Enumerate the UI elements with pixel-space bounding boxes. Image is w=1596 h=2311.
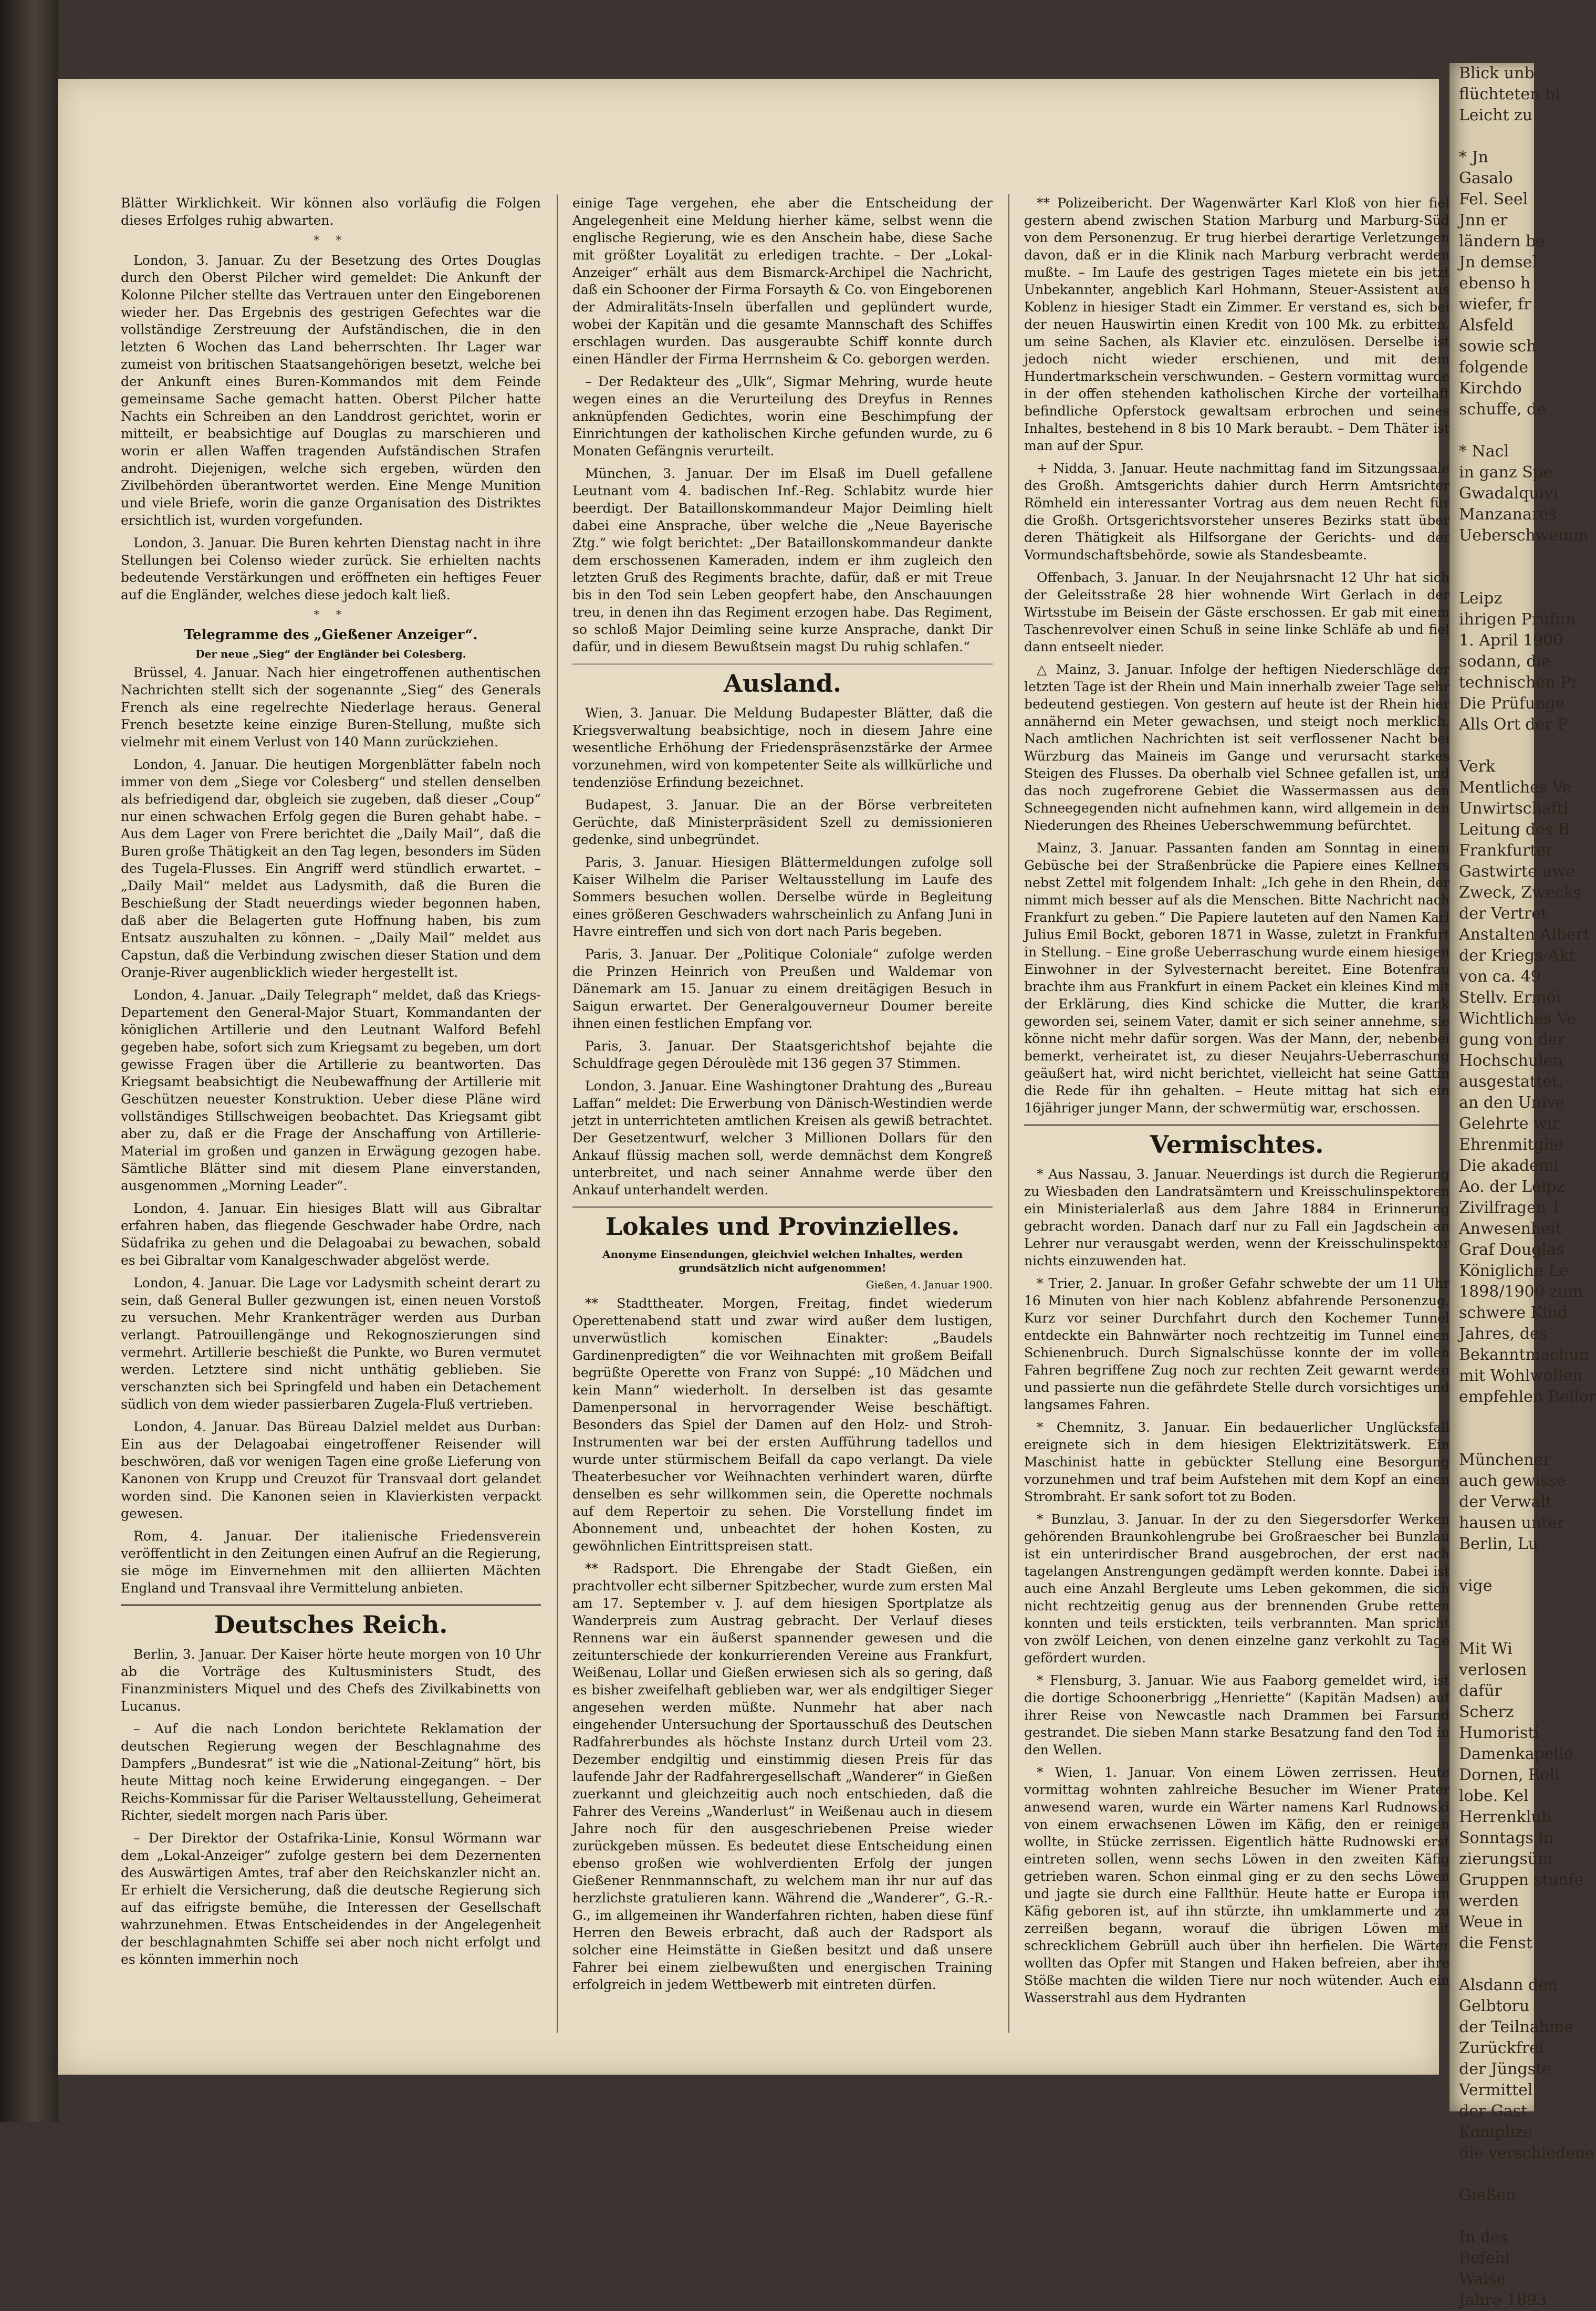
adjacent-page-fragment <box>1449 1429 1534 1450</box>
adjacent-page-fragment: verlosen <box>1459 1661 1527 1679</box>
adjacent-page-fragment: flüchteten bi <box>1459 85 1560 103</box>
article-paragraph: London, 4. Januar. Das Büreau Dalziel meldet aus Durban: Ein aus der Delagoabai eingetroffener Reisender will beschwören, daß vor wenigen Tagen eine große Lieferung von Kanonen von Krupp und Creuzot für Transvaal dort gelandet worden sind. Die Kanonen seien in Klavierkisten verpackt gewesen. <box>121 1419 541 1521</box>
adjacent-page-fragment: hausen unter <box>1459 1514 1565 1532</box>
divider: * * <box>314 609 348 622</box>
adjacent-page-fragment: Waise <box>1459 2270 1506 2288</box>
article-paragraph: Budapest, 3. Januar. Die an der Börse verbreiteten Gerüchte, daß Ministerpräsident Szell zu demissionieren gedenke, sind unbegründet. <box>572 797 993 847</box>
adjacent-page-fragment: Berlin, Lu <box>1459 1535 1538 1553</box>
editorial-notice: Anonyme Einsendungen, gleichviel welchen Inhaltes, werden grundsätzlich nicht aufgenommen! <box>602 1248 963 1274</box>
section-heading-lokales: Lokales und Provinzielles. <box>572 1206 993 1242</box>
adjacent-page-fragment: Die akademi <box>1459 1157 1559 1175</box>
article-paragraph: ** Stadttheater. Morgen, Freitag, findet wiederum Operettenabend statt und zwar wird außer dem lustigen, unverwüstlich komischen Einakter: „Baudels Gardinenpredigten“ die vor Weihnachten mit großem Beifall begrüßte Operette von Franz von Suppé: „10 Mädchen und kein Mann“ wiederholt. In derselben ist das gesamte Damenpersonal in hervorragender Weise beschäftigt. Besonders das Spiel der Damen auf den Holz- und Stroh-Instrumenten war bei der ersten Aufführung tadellos und wurde unter stürmischem Beifall da capo verlangt. Da viele Theaterbesucher vor Weihnachten verhindert waren, dürfte denselben es sehr willkommen sein, die Operette nochmals auf dem Repertoir zu sehen. Die Vorstellung findet im Abonnement und, unbeachtet der hohen Kosten, zu gewöhnlichen Eintrittspreisen statt. <box>572 1296 993 1554</box>
adjacent-page-fragment: dafür <box>1459 1682 1502 1700</box>
adjacent-page-fragment: Die Prüfunge <box>1459 694 1565 713</box>
adjacent-page-fragment <box>1449 1597 1534 1618</box>
book-binding <box>0 0 58 2122</box>
adjacent-page-fragment: schwere Kind <box>1459 1304 1568 1322</box>
article-paragraph: ** Radsport. Die Ehrengabe der Stadt Gießen, ein prachtvoller echt silberner Spitzbecher, wurde zum ersten Mal am 17. September v. J. auf dem hiesigen Sportplatze als Wanderpreis zum Austrag gebracht. Der Verlauf dieses Rennens war ein äußerst spannender gewesen und die zeitunterschiede der konkurrierenden Vereine aus Frankfurt, Weißenau, Lollar und Gießen erwiesen sich als so gering, daß es bisher zweifelhaft geblieben war, wer als endgiltiger Sieger angesehen werden müßte. Nunmehr hat aber nach eingehender Untersuchung der Sportausschuß des Deutschen Radfahrerbundes als höchste Instanz durch Urteil vom 23. Dezember endgiltig und einstimmig diesen Preis für das laufende Jahr der Radfahrergesellschaft „Wanderer“ in Gießen zuerkannt und gleichzeitig auch noch entschieden, daß die Fahrer des Vereins „Wanderlust“ in Weißenau auch in diesem Jahre noch für den ausgeschriebenen Preise wieder zurückgeben müssen. Es bedeutet diese Entscheidung einen ebenso großen wie wohlverdienten Erfolg der jungen Gießener Rennmannschaft, zu welchem man ihr nur auf das herzlichste gratulieren kann. Während die „Wanderer“, G.-R.-G., im allgemeinen ihr Wanderfahren richten, haben diese fünf Herren den Beweis erbracht, daß auch der Radsport als solcher eine Heimstätte in Gießen besitzt und daß unsere Fahrer bei einem zielbewußten und energischen Training erfolgreich in jedem Wettbewerb mit eintreten dürfen. <box>572 1561 993 1992</box>
adjacent-page-fragment: Herrenklub <box>1459 1808 1551 1826</box>
columns <box>121 194 1449 2033</box>
article-paragraph: – Der Direktor der Ostafrika-Linie, Konsul Wörmann war dem „Lokal-Anzeiger“ zufolge gestern bei dem Dezernenten des Auswärtigen Amtes, traf aber den Reichskanzler nicht an. Er erhielt die Versicherung, daß die deutsche Regierung sich auf das eifrigste bemühe, die Interessen der Gesellschaft wahrzunehmen. Etwas Entscheidendes in der Angelegenheit der beschlagnahmten Schiffe sei aber noch nicht erfolgt und es könnten immerhin noch <box>121 1830 541 1967</box>
adjacent-page-fragment: Kirchdo <box>1459 379 1522 398</box>
adjacent-page-fragment: Dornen, Roll <box>1459 1766 1560 1784</box>
adjacent-page-fragment: Gasalo <box>1459 169 1513 188</box>
article-paragraph: London, 3. Januar. Die Buren kehrten Dienstag nacht in ihre Stellungen bei Colenso wieder zurück. Sie erhielten nachts bedeutende Verstärkungen und eröffneten ein heftiges Feuer auf die Engländer, welches diese jedoch kalt ließ. <box>121 535 541 602</box>
adjacent-page-fragment: schuffe, de <box>1459 400 1546 419</box>
adjacent-page-fragment <box>1449 1555 1534 1576</box>
section-heading-deutsches-reich: Deutsches Reich. <box>121 1604 541 1640</box>
adjacent-page-fragment: Wichtliches Ve <box>1459 1009 1576 1028</box>
article-paragraph: + Nidda, 3. Januar. Heute nachmittag fand im Sitzungssaale des Großh. Amtsgerichts dahier durch Herrn Amtsrichter Römheld ein interessanter Vortrag aus dem neuen Recht für die Großh. Ortsgerichtsvorsteher unseres Bezirks statt über deren Thätigkeit als Hilfsorgane der Gerichts- und der Vormundschaftsbehörde, sowie als Standesbeamte. <box>1024 461 1449 563</box>
adjacent-page-fragment: sowie sch <box>1459 337 1537 356</box>
adjacent-page-fragment: Manzanares <box>1459 505 1557 524</box>
adjacent-page-fragment: Komplize <box>1459 2123 1533 2141</box>
adjacent-page-fragment <box>1449 735 1534 756</box>
adjacent-page-fragment: Vermittel <box>1459 2081 1533 2099</box>
column-1 <box>121 194 541 2033</box>
adjacent-page-fragment: In des <box>1459 2228 1508 2246</box>
adjacent-page-fragment: Ehrenmitglie <box>1459 1136 1563 1154</box>
adjacent-page-fragment: Ueberschwemm <box>1459 526 1589 545</box>
adjacent-page-fragment: Zweck, Zwecks <box>1459 883 1581 902</box>
adjacent-page-fragment: Fel. Seel <box>1459 190 1528 209</box>
column-3 <box>1024 194 1449 2033</box>
adjacent-page-fragment: Bekanntmachun <box>1459 1346 1589 1364</box>
article-paragraph: einige Tage vergehen, ehe aber die Entscheidung der Angelegenheit eine Meldung hierher käme, selbst wenn die englische Regierung, wie es den Anschein habe, diese Sache mit größter Loyalität zu erledigen trachte. – Der „Lokal-Anzeiger“ erhält aus dem Bismarck-Archipel die Nachricht, daß ein Schooner der Firma Forsayth & Co. von Eingeborenen der Admiralitäts-Inseln überfallen und geplündert wurde, wobei der Kapitän und die gesamte Mannschaft des Schiffes erschlagen wurden. Das ausgeraubte Schiff konnte durch einen Händler der Firma Herrnsheim & Co. geborgen werden. <box>572 195 993 367</box>
adjacent-page-fragment: der Kriegs-Akt <box>1459 946 1576 965</box>
adjacent-page-fragment: Zivilfragen 1 <box>1459 1199 1561 1217</box>
adjacent-page-fragment: * Jn <box>1459 148 1488 166</box>
adjacent-page-fragment: Münchener <box>1459 1451 1551 1469</box>
column-rule <box>557 194 558 2033</box>
adjacent-page-fragment: Gruppen stunfe <box>1459 1871 1584 1889</box>
article-paragraph: ** Polizeibericht. Der Wagenwärter Karl Kloß von hier fiel gestern abend zwischen Station Marburg und Marburg-Süd von dem Personenzug. Er trug hierbei derartige Verletzungen davon, daß er in die Klinik nach Marburg verbracht werden mußte. – Im Laufe des gestrigen Tages mietete ein bis jetzt Unbekannter, angeblich Karl Hohmann, Steuer-Assistent aus Koblenz in hiesiger Stadt ein Zimmer. Er verstand es, sich bei der neuen Hauswirtin einen Kredit von 100 Mk. zu erbitten, um seine Sachen, als Klavier etc. einzulösen. Derselbe ist jedoch nicht wieder erschienen, und mit dem Hundertmarkschein verschwunden. – Gestern vormittag wurde in der offen stehenden katholischen Kirche der vorteilhaft befindliche Opferstock gewaltsam erbrochen und seines Inhaltes, bestehend in 8 bis 10 Mark beraubt. – Dem Thäter ist man auf der Spur. <box>1024 195 1449 453</box>
adjacent-page-fragment <box>1449 546 1534 567</box>
article-paragraph: London, 3. Januar. Zu der Besetzung des Ortes Douglas durch den Oberst Pilcher wird gemeldet: Die Ankunft der Kolonne Pilcher stellte das Vertrauen unter den Eingeborenen wieder her. Das Ergebnis des gestrigen Gefechtes war die vollständige Zerstreuung der Aufständischen, die in den letzten 6 Wochen das Land beherrschten. Ihr Lager war zumeist von britischen Staatsangehörigen besetzt, welche bei der Ankunft eines Buren-Kommandos mit dem Feinde gemeinsame Sache gemacht hatten. Oberst Pilcher hatte Nachts ein Schreiben an den Landdrost gerichtet, worin er mitteilt, er beabsichtige auf Douglas zu marschieren und worin er allen Waffen tragenden Aufständischen Strafen androht. Diejenigen, welche sich ergeben, würden den Zivilbehörden überantwortet werden. Eine Menge Munition und viele Briefe, worin die ganze Organisation des Distriktes ersichtlich ist, wurden vorgefunden. <box>121 253 541 528</box>
adjacent-page-fragment: von ca. 49 <box>1459 967 1541 986</box>
article-paragraph: London, 3. Januar. Eine Washingtoner Drahtung des „Bureau Laffan“ meldet: Die Erwerbung von Dänisch-Westindien werde jetzt in unterrichteten amtlichen Kreisen als gewiß betrachtet. Der Gesetzentwurf, welcher 3 Millionen Dollars für den Ankauf flüssig machen soll, werde demnächst dem Kongreß unterbreitet, und nach seiner Annahme werde über den Ankauf unterhandelt werden. <box>572 1078 993 1198</box>
adjacent-page-fragment <box>1449 420 1534 441</box>
adjacent-page-fragment: Alls Ort der P <box>1459 715 1568 734</box>
adjacent-page-edge <box>1449 63 1596 2309</box>
adjacent-page-fragment: vige <box>1459 1577 1493 1595</box>
adjacent-page-fragment: der Gast <box>1459 2102 1528 2120</box>
adjacent-page-fragment: Befehl <box>1459 2249 1510 2267</box>
adjacent-page-fragment <box>1449 2164 1534 2185</box>
adjacent-page-fragment: ebenso h <box>1459 274 1531 293</box>
adjacent-page-fragment: Gelehrte wir <box>1459 1115 1560 1133</box>
adjacent-page-fragment: ausgestattet. <box>1459 1073 1563 1091</box>
adjacent-page-fragment: Gelbtoru <box>1459 1997 1530 2015</box>
adjacent-page-fragment: Gwadalquivi <box>1459 484 1558 503</box>
article-paragraph: London, 4. Januar. Die Lage vor Ladysmith scheint derart zu sein, daß General Buller gezwungen ist, einen neuen Vorstoß zu versuchen. Mehr Krankenträger werden aus Durban verlangt. Patrouillengänge und Rekognoszierungen sind vermehrt. Artillerie beschießt die Punkte, wo Buren vermutet werden. Letztere sind nicht unthätig geblieben. Sie verschanzten sich bei Springfeld und haben ein Detachement südlich von dem wieder passierbaren Zugela-Fluß vertrieben. <box>121 1275 541 1412</box>
article-paragraph: Blätter Wirklichkeit. Wir können also vorläufig die Folgen dieses Erfolges ruhig abwarten. <box>121 195 541 228</box>
article-paragraph: Paris, 3. Januar. Hiesigen Blättermeldungen zufolge soll Kaiser Wilhelm die Pariser Weltausstellung im Laufe des Sommers besuchen wollen. Derselbe würde in Begleitung eines größeren Geschwaders wahrscheinlich zu Anfang Juni in Havre eintreffen und sich von dort nach Paris begeben. <box>572 855 993 939</box>
adjacent-page-fragment: die Fenst <box>1459 1934 1532 1952</box>
adjacent-page-fragment: Humoristi <box>1459 1724 1539 1742</box>
adjacent-page-fragment <box>1449 1408 1534 1429</box>
adjacent-page-fragment: der Verwalt <box>1459 1493 1552 1511</box>
newspaper-page <box>58 79 1449 2075</box>
article-paragraph: Mainz, 3. Januar. Passanten fanden am Sonntag in einem Gebüsche bei der Straßenbrücke die Papiere eines Kellners nebst Zettel mit folgendem Inhalt: „Ich gehe in den Rhein, der nimmt mich besser auf als die Menschen. Bitte Nachricht nach Frankfurt zu geben.“ Die Papiere lauteten auf den Namen Karl Julius Emil Bockt, geboren 1871 in Wasse, zuletzt in Frankfurt in Stellung. – Eine große Ueberraschung wurde einem hiesigen Einwohner in der Sylvesternacht bereitet. Eine Botenfrau brachte ihm aus Frankfurt in einem Packet ein kleines Kind mit der Erklärung, dies Kind schicke die Mutter, die krank geworden sei, seinem Vater, damit er sich seiner annehme, sie könne nicht mehr dafür sorgen. Was der Mann, der, nebenbei bemerkt, verheiratet ist, zu dieser Neujahrs-Ueberraschung geäußert hat, wird nicht berichtet, vielleicht hat seine Gattin die Rede für ihn gehalten. – Heute mittag hat sich ein 16jähriger junger Mann, der schwermütig war, erschossen. <box>1024 840 1449 1116</box>
adjacent-page-fragment: ihrigen Prüfun <box>1459 610 1576 629</box>
adjacent-page-fragment: Jnn er <box>1459 211 1508 230</box>
adjacent-page-fragment: * Nacl <box>1459 442 1509 461</box>
adjacent-page-fragment: empfehlen Bellor <box>1459 1388 1596 1406</box>
adjacent-page-fragment: der Teilnahme <box>1459 2018 1574 2036</box>
adjacent-page-fragment: Gastwirte uwe <box>1459 862 1576 881</box>
adjacent-page-fragment: technischen Pr <box>1459 673 1579 692</box>
article-paragraph: * Chemnitz, 3. Januar. Ein bedauerlicher Unglücksfall ereignete sich in dem hiesigen Elektrizitätswerk. Ein Maschinist hatte in gebückter Stellung eine Besorgung vorzunehmen und traf beim Aufstehen mit dem Kopf an einen Strombraht. Er sank sofort tot zu Boden. <box>1024 1420 1449 1504</box>
section-subheading: Der neue „Sieg“ der Engländer bei Colesberg. <box>195 648 466 660</box>
article-paragraph: Wien, 3. Januar. Die Meldung Budapester Blätter, daß die Kriegsverwaltung beabsichtige, noch in diesem Jahre eine wesentliche Erhöhung der Friedenspräsenzstärke der Armee vorzunehmen, wird von kompetenter Seite als willkürliche und tendenziöse Erfindung bezeichnet. <box>572 705 993 790</box>
article-paragraph: Brüssel, 4. Januar. Nach hier eingetroffenen authentischen Nachrichten stellt sich der sogenannte „Sieg“ des Generals French als eine regelrechte Niederlage heraus. General French besetzte keine einzige Buren-Stellung, mußte sich vielmehr mit einem Verlust von 140 Mann zurückziehen. <box>121 665 541 749</box>
article-paragraph: – Der Redakteur des „Ulk“, Sigmar Mehring, wurde heute wegen eines an die Verurteilung des Dreyfus in Rennes anknüpfenden Gedichtes, worin eine Beschimpfung der Einrichtungen der katholischen Kirche gefunden wurde, zu 6 Monaten Gefängnis verurteilt. <box>572 374 993 459</box>
section-heading-vermischtes: Vermischtes. <box>1024 1124 1449 1160</box>
adjacent-page-fragment <box>1449 2206 1534 2227</box>
adjacent-page-fragment: Frankfurter <box>1459 841 1553 860</box>
adjacent-page-fragment: Graf Douglas <box>1459 1241 1564 1259</box>
adjacent-page-fragment: Zurückfrei <box>1459 2039 1544 2057</box>
adjacent-page-fragment: an den Unive <box>1459 1094 1565 1112</box>
adjacent-page-fragment: Unwirtschaftl <box>1459 799 1569 818</box>
article-paragraph: Paris, 3. Januar. Der Staatsgerichtshof bejahte die Schuldfrage gegen Déroulède mit 136 gegen 37 Stimmen. <box>572 1038 993 1071</box>
adjacent-page-fragment: mit Wohlwollen <box>1459 1367 1583 1385</box>
adjacent-page-fragment: Jahre 1893 <box>1459 2291 1547 2309</box>
adjacent-page-fragment: werden <box>1459 1892 1519 1910</box>
article-paragraph: – Auf die nach London berichtete Reklamation der deutschen Regierung wegen der Beschlagnahme des Dampfers „Bundesrat“ ist wie die „National-Zeitung“ hört, bis heute Mittag noch keine Erwiderung eingegangen. – Der Reichs-Kommissar für die Pariser Weltausstellung, Geheimerat Richter, siedelt morgen nach Paris über. <box>121 1721 541 1823</box>
adjacent-page-fragment: Mit Wi <box>1459 1640 1512 1658</box>
divider: * * <box>314 234 348 247</box>
adjacent-page-fragment: Jahres, des <box>1459 1325 1548 1343</box>
column-2 <box>572 194 993 2033</box>
adjacent-page-fragment: Gießen <box>1459 2186 1516 2204</box>
adjacent-page-fragment: in ganz Spe <box>1459 463 1552 482</box>
adjacent-page-fragment <box>1449 126 1534 147</box>
adjacent-page-fragment: wiefer, fr <box>1459 295 1531 314</box>
adjacent-page-fragment: auch gewisse <box>1459 1472 1566 1490</box>
adjacent-page-fragment: Damenkapelle <box>1459 1745 1573 1763</box>
adjacent-page-fragment: Anstalten Albert <box>1459 925 1590 944</box>
article-paragraph: Rom, 4. Januar. Der italienische Friedensverein veröffentlicht in den Zeitungen einen Aufruf an die Regierung, sie möge im Einvernehmen mit den alliierten Mächten England und Transvaal ihre Vermittelung anbieten. <box>121 1528 541 1596</box>
adjacent-page-fragment: gung von der <box>1459 1030 1565 1049</box>
adjacent-page-fragment: Anwesenheit <box>1459 1220 1562 1238</box>
article-paragraph: * Aus Nassau, 3. Januar. Neuerdings ist durch die Regierung zu Wiesbaden den Landratsämtern und Kreisschulinspektoren ein Ministerialerlaß aus dem Jahre 1884 in Erinnerung gebracht worden. Danach darf nur zu Fall ein Jagdschein an Lehrer nur verausgabt werden, wenn der Kreisschulinspektor nichts einzuwenden hat. <box>1024 1167 1449 1268</box>
article-paragraph: London, 4. Januar. Die heutigen Morgenblätter fabeln noch immer von dem „Siege vor Colesberg“ und stellen denselben als befriedigend dar, obgleich sie zugeben, daß dieser „Coup“ nur einen schwachen Erfolg gegen die Buren gehabt habe. – Aus dem Lager von Frere berichtet die „Daily Mail“, daß die Buren große Thätigkeit an den Tag legen, besonders im Süden des Tugela-Flusses. Ein Angriff werd stündlich erwartet. – „Daily Mail“ meldet aus Ladysmith, daß die Buren die Beschießung der Stadt neuerdings wieder begonnen haben, daß aber die Belagerten gute Hoffnung haben, bis zum Entsatz auszuhalten zu können. – „Daily Mail“ meldet aus Capstun, daß die Verbindung zwischen dieser Station und dem Oranje-River augenblicklich wieder hergestellt ist. <box>121 757 541 980</box>
section-heading-telegramme: Telegramme des „Gießener Anzeiger“. <box>184 627 478 643</box>
adjacent-page-fragment: Leitung des B <box>1459 820 1570 839</box>
adjacent-page-fragment: der Jüngste <box>1459 2060 1551 2078</box>
adjacent-page-fragment: Alsdann den <box>1459 1976 1558 1994</box>
adjacent-page-fragment: Blick unb <box>1459 64 1535 82</box>
article-paragraph: Paris, 3. Januar. Der „Politique Coloniale“ zufolge werden die Prinzen Heinrich von Preußen und Waldemar von Dänemark am 15. Januar zu einem dreitägigen Besuch in Saigun erwartet. Der Generalgouverneur Doumer bereite ihnen einen festlichen Empfang vor. <box>572 946 993 1031</box>
adjacent-page-fragment: ländern be <box>1459 232 1545 251</box>
adjacent-page-fragment: Weue in <box>1459 1913 1523 1931</box>
adjacent-page-fragment: Alsfeld <box>1459 316 1514 335</box>
article-paragraph: * Wien, 1. Januar. Von einem Löwen zerrissen. Heute vormittag wohnten zahlreiche Besucher im Wiener Prater anwesend waren, wurde ein Wärter namens Karl Rudnowski von einem erwachsenen Löwen im Käfig, den er reinigen wollte, in Stücke zerrissen. Eigentlich hätte Rudnowski erst eintreten sollen, wenn sechs Löwen in den zweiten Käfig getrieben waren. Schon einmal ging er zu den sechs Löwen und jagte sie durch eine Fallthür. Heute hatte er Europa im Käfig geboren ist, auf ihn stürzte, ihn umklammerte und zu zerreißen begann, worauf die übrigen Löwen mit schrecklichem Gebrüll auch über ihn herfielen. Die Wärter wollten das Opfer mit Stangen und Haken befreien, aber ihre Stöße machten die wilden Tiere nur noch wütender. Auch ein Wasserstrahl aus dem Hydranten <box>1024 1765 1449 2005</box>
adjacent-page-fragment: Scherz <box>1459 1703 1514 1721</box>
adjacent-page-fragment: Stellv. Ermöi <box>1459 988 1561 1007</box>
article-paragraph: München, 3. Januar. Der im Elsaß im Duell gefallene Leutnant vom 4. badischen Inf.-Reg. Schlabitz wurde hier beerdigt. Der Bataillonskommandeur Major Deimling hielt dabei eine Ansprache, über welche die „Neue Bayerische Ztg.“ wie folgt berichtet: „Der Bataillonskommandeur dankte dem erschossenen Kameraden, indem er ihm zugleich den letzten Gruß des Regiments brachte, dafür, daß er mit Treue bis in den Tod sein Leben geopfert habe, den Anschauungen treu, in denen ihn das Regiment erzogen habe. Das Regiment, so schloß Major Deimling seine kurze Ansprache, dankt Dir dafür, und in diesem Bewußtsein magst Du ruhig schlafen.“ <box>572 466 993 654</box>
adjacent-page-fragment: sodann, die <box>1459 652 1551 671</box>
adjacent-page-fragment: Leipz <box>1459 589 1503 608</box>
article-paragraph: * Bunzlau, 3. Januar. In der zu den Siegersdorfer Werken gehörenden Braunkohlengrube bei Großraescher bei Bunzlau ist ein unterirdischer Brand ausgebrochen, der erst nach tagelangen Anstrengungen gedämpft werden konnte. Dabei ist auch eine Anzahl Bergleute ums Leben gekommen, die sich nicht rechtzeitig genug aus der brennenden Grube retten konnten und teils erstickten, teils verbrannten. Man spricht von zwölf Leichen, von denen einzelne ganz verkohlt zu Tage gefördert wurden. <box>1024 1512 1449 1665</box>
adjacent-page-fragment: Königliche Le <box>1459 1262 1569 1280</box>
adjacent-page-fragment: lobe. Kel <box>1459 1787 1529 1805</box>
adjacent-page-fragment: die verschiedene <box>1459 2144 1595 2162</box>
article-paragraph: * Trier, 2. Januar. In großer Gefahr schwebte der um 11 Uhr 16 Minuten von hier nach Koblenz abfahrende Personenzug. Kurz vor seiner Durchfahrt durch den Kochemer Tunnel entdeckte ein Bahnwärter noch rechtzeitig im Tunnel einen Schienenbruch. Durch Signalschüsse konnte der im vollen Fahren begriffene Zug noch zur rechten Zeit gewarnt werden und passierte nun die gefährdete Stelle durch vorsichtiges und langsames Fahren. <box>1024 1276 1449 1412</box>
adjacent-page-fragment: Hochschulen <box>1459 1052 1563 1070</box>
article-paragraph: Berlin, 3. Januar. Der Kaiser hörte heute morgen von 10 Uhr ab die Vorträge des Kultusministers Studt, des Finanzministers Miquel und des Chefs des Zivilkabinetts von Lucanus. <box>121 1647 541 1714</box>
article-paragraph: London, 4. Januar. Ein hiesiges Blatt will aus Gibraltar erfahren haben, das fliegende Geschwader habe Ordre, nach Südafrika zu gehen und die Delagoabai zu bewachen, sobald es bei Gibraltar vom Kanalgeschwader abgelöst werde. <box>121 1201 541 1268</box>
adjacent-page-fragment: zierungsüm <box>1459 1850 1553 1868</box>
article-paragraph: Offenbach, 3. Januar. In der Neujahrsnacht 12 Uhr hat sich der Geleitsstraße 28 hier wohnende Wirt Gerlach in der Wirtsstube im Beisein der Gäste erschossen. Er gab mit einem Taschenrevolver einen Schuß in seine linke Schläfe ab und fiel dann entseelt nieder. <box>1024 570 1449 654</box>
adjacent-page-fragment: 1. April 1900 <box>1459 631 1563 650</box>
adjacent-page-fragment: Mentliches Ve <box>1459 778 1572 797</box>
adjacent-page-fragment <box>1449 567 1534 588</box>
dateline: Gießen, 4. Januar 1900. <box>865 1278 993 1291</box>
adjacent-page-fragment: 1898/1900 zum <box>1459 1283 1583 1301</box>
adjacent-page-fragment <box>1449 1618 1534 1639</box>
article-paragraph: △ Mainz, 3. Januar. Infolge der heftigen Niederschläge der letzten Tage ist der Rhein und Main innerhalb zweier Tage sehr bedeutend gestiegen. Von gestern auf heute ist der Rhein hier annähernd ein Meter gewachsen, und steigt noch merklich. Nach amtlichen Nachrichten ist seit verflossener Nacht bei Würzburg das Maineis im Gange und verursacht starkes Steigen des Flusses. Da oberhalb viel Schnee gefallen ist, und das noch zugefrorene Gebiet die Wassermassen aus den Schneegegenden nicht aufnehmen kann, wird allgemein in den Niederungen des Rheines Ueberschwemmung befürchtet. <box>1024 662 1449 833</box>
adjacent-page-fragment: der Vertret <box>1459 904 1548 923</box>
adjacent-page-fragment: Ao. der Leipz <box>1459 1178 1565 1196</box>
article-paragraph: London, 4. Januar. „Daily Telegraph“ meldet, daß das Kriegs-Departement den General-Major Stuart, Kommandanten der königlichen Artillerie und den Leutnant Walford Befehl gegeben habe, sofort sich zum Kriegsamt zu begeben, um dort gewisse Fragen über die Artillerie zu beantworten. Das Kriegsamt beabsichtigt die Neubewaffnung der Artillerie mit Geschützen neuester Konstruktion. Ueber diese Pläne wird vollständiges Stillschweigen beobachtet. Das Kriegsamt gibt aber zu, daß er die Frage der Anschaffung von Artillerie-Material im großen und ganzen in Erwägung gezogen habe. Sämtliche Blätter sind mit diesem Plane einverstanden, ausgenommen „Morning Leader“. <box>121 987 541 1193</box>
adjacent-page-fragment <box>1449 1954 1534 1975</box>
adjacent-page-fragment: Sonntags in <box>1459 1829 1554 1847</box>
article-paragraph: * Flensburg, 3. Januar. Wie aus Faaborg gemeldet wird, ist die dortige Schoonerbrigg „Henriette“ (Kapitän Madsen) auf ihrer Reise von Newcastle nach Drammen bei Farsund gestrandet. Die sieben Mann starke Besatzung fand den Tod in den Wellen. <box>1024 1673 1449 1757</box>
adjacent-page-fragment: folgende <box>1459 358 1528 377</box>
adjacent-page-fragment: Leicht zu <box>1459 106 1533 124</box>
adjacent-page-fragment: Jn demsel <box>1459 253 1538 272</box>
section-heading-ausland: Ausland. <box>572 663 993 699</box>
column-rule <box>1008 194 1009 2033</box>
adjacent-page-fragment: Verk <box>1459 757 1496 776</box>
